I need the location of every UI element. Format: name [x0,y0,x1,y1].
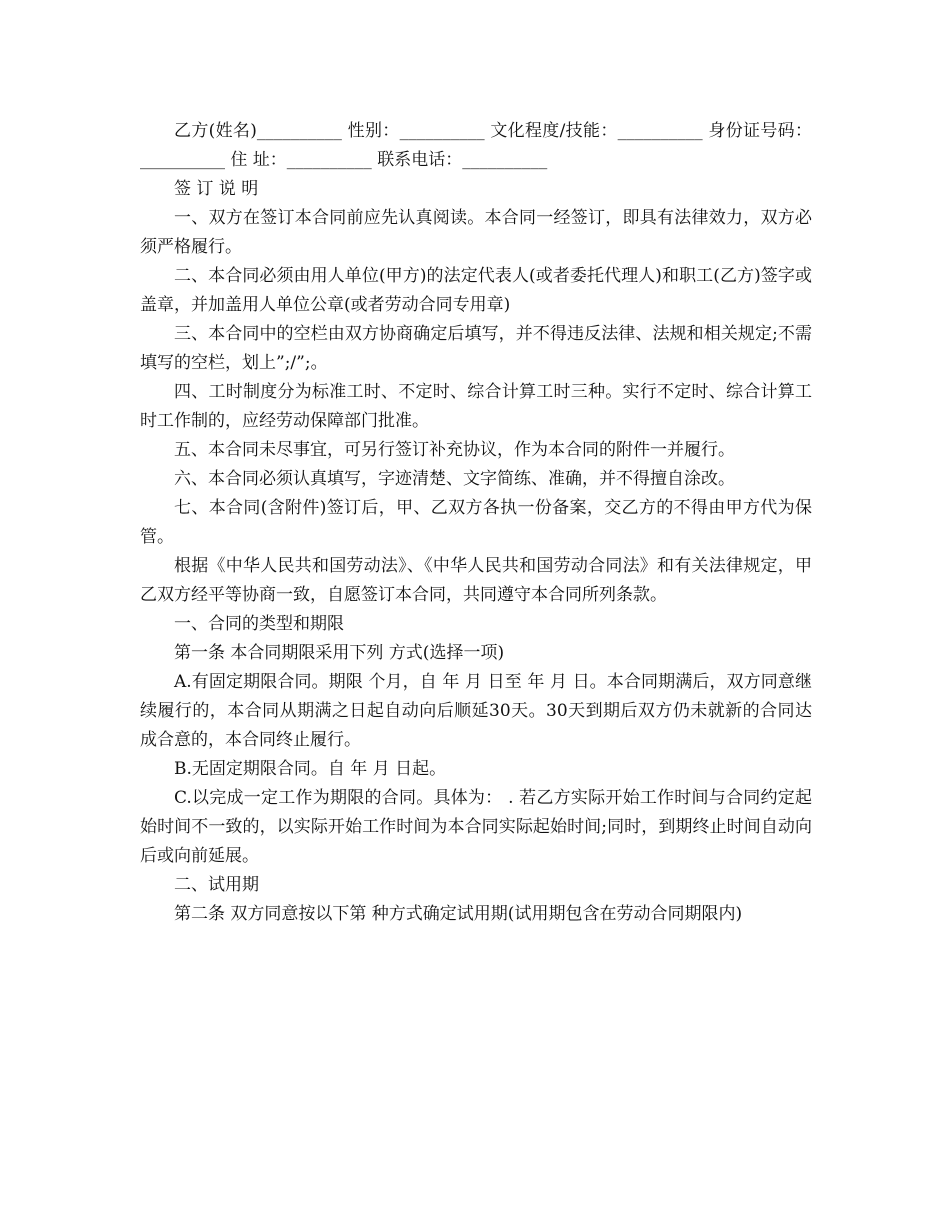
note-paragraph-5: 五、本合同未尽事宜，可另行签订补充协议，作为本合同的附件一并履行。 [174,440,735,460]
option-b-paragraph: B.无固定期限合同。自 年 月 日起。 [174,759,447,779]
document-body [140,117,812,929]
note-paragraph-2: 二、本合同必须由用人单位(甲方)的法定代表人(或者委托代理人)和职工(乙方)签字或盖章，并加盖用人单位公章(或者劳动合同专用章) [140,266,812,315]
party-b-info-paragraph: 乙方(姓名)__________ 性别：__________ 文化程度/技能：__________ 身份证号码：__________ 住 址：__________ 联系电话：__________ [140,121,812,170]
section-heading-contract-type: 一、合同的类型和期限 [174,614,344,634]
option-a-paragraph: A.有固定期限合同。期限 个月，自 年 月 日至 年 月 日。本合同期满后，双方同意继续履行的，本合同从期满之日起自动向后顺延30天。30天到期后双方仍未就新的合同达成合意的，本合同终止履行。 [140,672,812,750]
option-c-paragraph: C.以完成一定工作为期限的合同。具体为： . 若乙方实际开始工作时间与合同约定起始时间不一致的，以实际开始工作时间为本合同实际起始时间;同时，到期终止时间自动向后或向前延展。 [140,788,812,866]
article-2-paragraph: 第二条 双方同意按以下第 种方式确定试用期(试用期包含在劳动合同期限内) [174,904,743,924]
note-paragraph-4: 四、工时制度分为标准工时、不定时、综合计算工时三种。实行不定时、综合计算工时工作制的，应经劳动保障部门批准。 [140,382,812,431]
note-paragraph-1: 一、双方在签订本合同前应先认真阅读。本合同一经签订，即具有法律效力，双方必须严格履行。 [140,208,812,257]
note-paragraph-3: 三、本合同中的空栏由双方协商确定后填写，并不得违反法律、法规和相关规定;不需填写的空栏，划上”;/”;。 [140,324,812,373]
section-heading-probation: 二、试用期 [174,875,259,895]
note-paragraph-7: 七、本合同(含附件)签订后，甲、乙双方各执一份备案，交乙方的不得由甲方代为保管。 [140,498,812,547]
article-1-paragraph: 第一条 本合同期限采用下列 方式(选择一项) [174,643,505,663]
signing-notes-heading: 签 订 说 明 [174,179,259,199]
preamble-paragraph: 根据《中华人民共和国劳动法》、《中华人民共和国劳动合同法》和有关法律规定，甲乙双方经平等协商一致，自愿签订本合同，共同遵守本合同所列条款。 [140,556,812,605]
note-paragraph-6: 六、本合同必须认真填写，字迹清楚、文字简练、准确，并不得擅自涂改。 [174,469,735,489]
